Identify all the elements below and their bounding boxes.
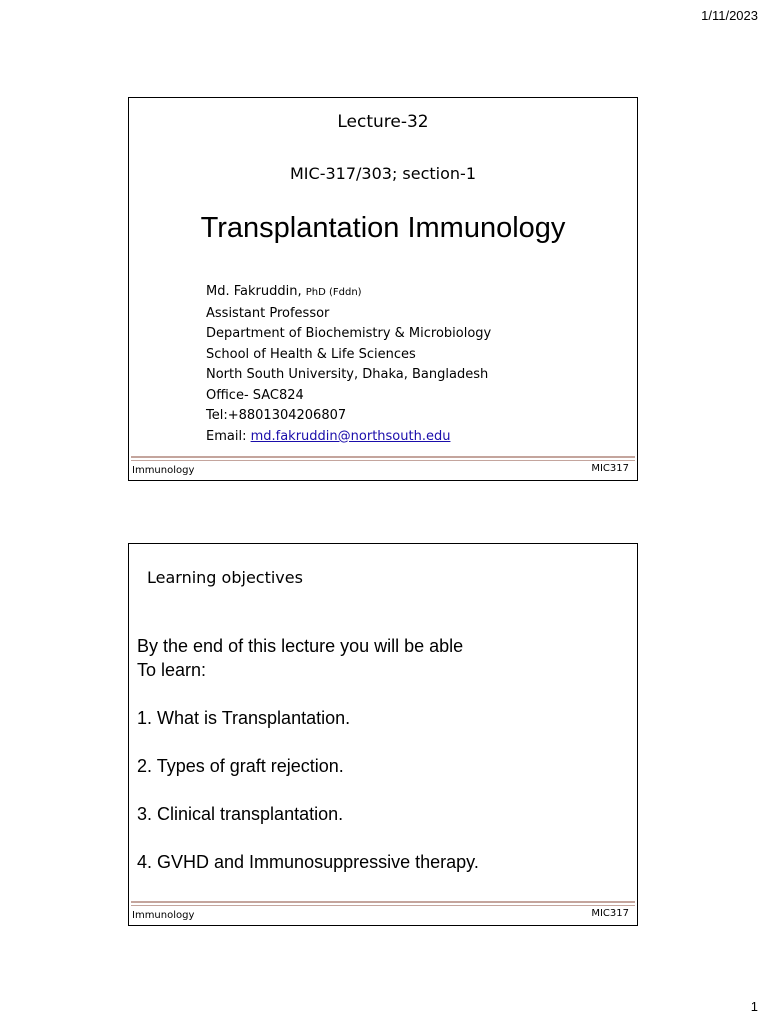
author-info <box>206 282 491 447</box>
intro-line-1: By the end of this lecture you will be able <box>137 636 464 656</box>
page-date: 1/11/2023 <box>701 8 758 23</box>
lecture-number: Lecture-32 <box>337 112 429 132</box>
course-code: MIC-317/303; section-1 <box>290 164 476 183</box>
author-name-line <box>206 282 491 304</box>
author-university: North South University, Dhaka, Bangladesh <box>206 367 489 382</box>
footer-divider-thin <box>131 460 635 461</box>
footer-right: MIC317 <box>591 463 629 474</box>
author-department: Department of Biochemistry & Microbiology <box>206 326 492 341</box>
email-label: Email: <box>206 428 247 444</box>
author-office: Office- SAC824 <box>206 387 304 403</box>
slide-title <box>128 97 638 481</box>
page-number: 1 <box>750 999 758 1014</box>
author-email-line <box>206 427 491 448</box>
slide-objectives <box>128 543 638 926</box>
slide-title-text: Transplantation Immunology <box>200 212 566 244</box>
objective-item: 4. GVHD and Immunosuppressive therapy. <box>137 852 479 872</box>
intro-line-2: To learn: <box>137 660 207 680</box>
footer-right: MIC317 <box>591 908 629 919</box>
footer-divider <box>131 456 635 458</box>
email-link[interactable]: md.fakruddin@northsouth.edu <box>250 428 451 444</box>
author-degree: PhD (Fddn) <box>305 287 362 298</box>
objective-item: 1. What is Transplantation. <box>137 708 351 728</box>
author-school: School of Health & Life Sciences <box>206 346 416 362</box>
author-position: Assistant Professor <box>206 305 330 321</box>
objectives-body <box>137 634 479 874</box>
author-tel: Tel:+8801304206807 <box>206 408 347 423</box>
objective-item: 2. Types of graft rejection. <box>137 756 344 776</box>
footer-divider-thin <box>131 905 635 906</box>
objectives-heading: Learning objectives <box>147 568 303 587</box>
objective-item: 3. Clinical transplantation. <box>137 804 344 824</box>
footer-left: Immunology <box>132 910 195 921</box>
footer-divider <box>131 901 635 903</box>
author-name: Md. Fakruddin, <box>206 284 302 299</box>
footer-left: Immunology <box>132 465 195 476</box>
